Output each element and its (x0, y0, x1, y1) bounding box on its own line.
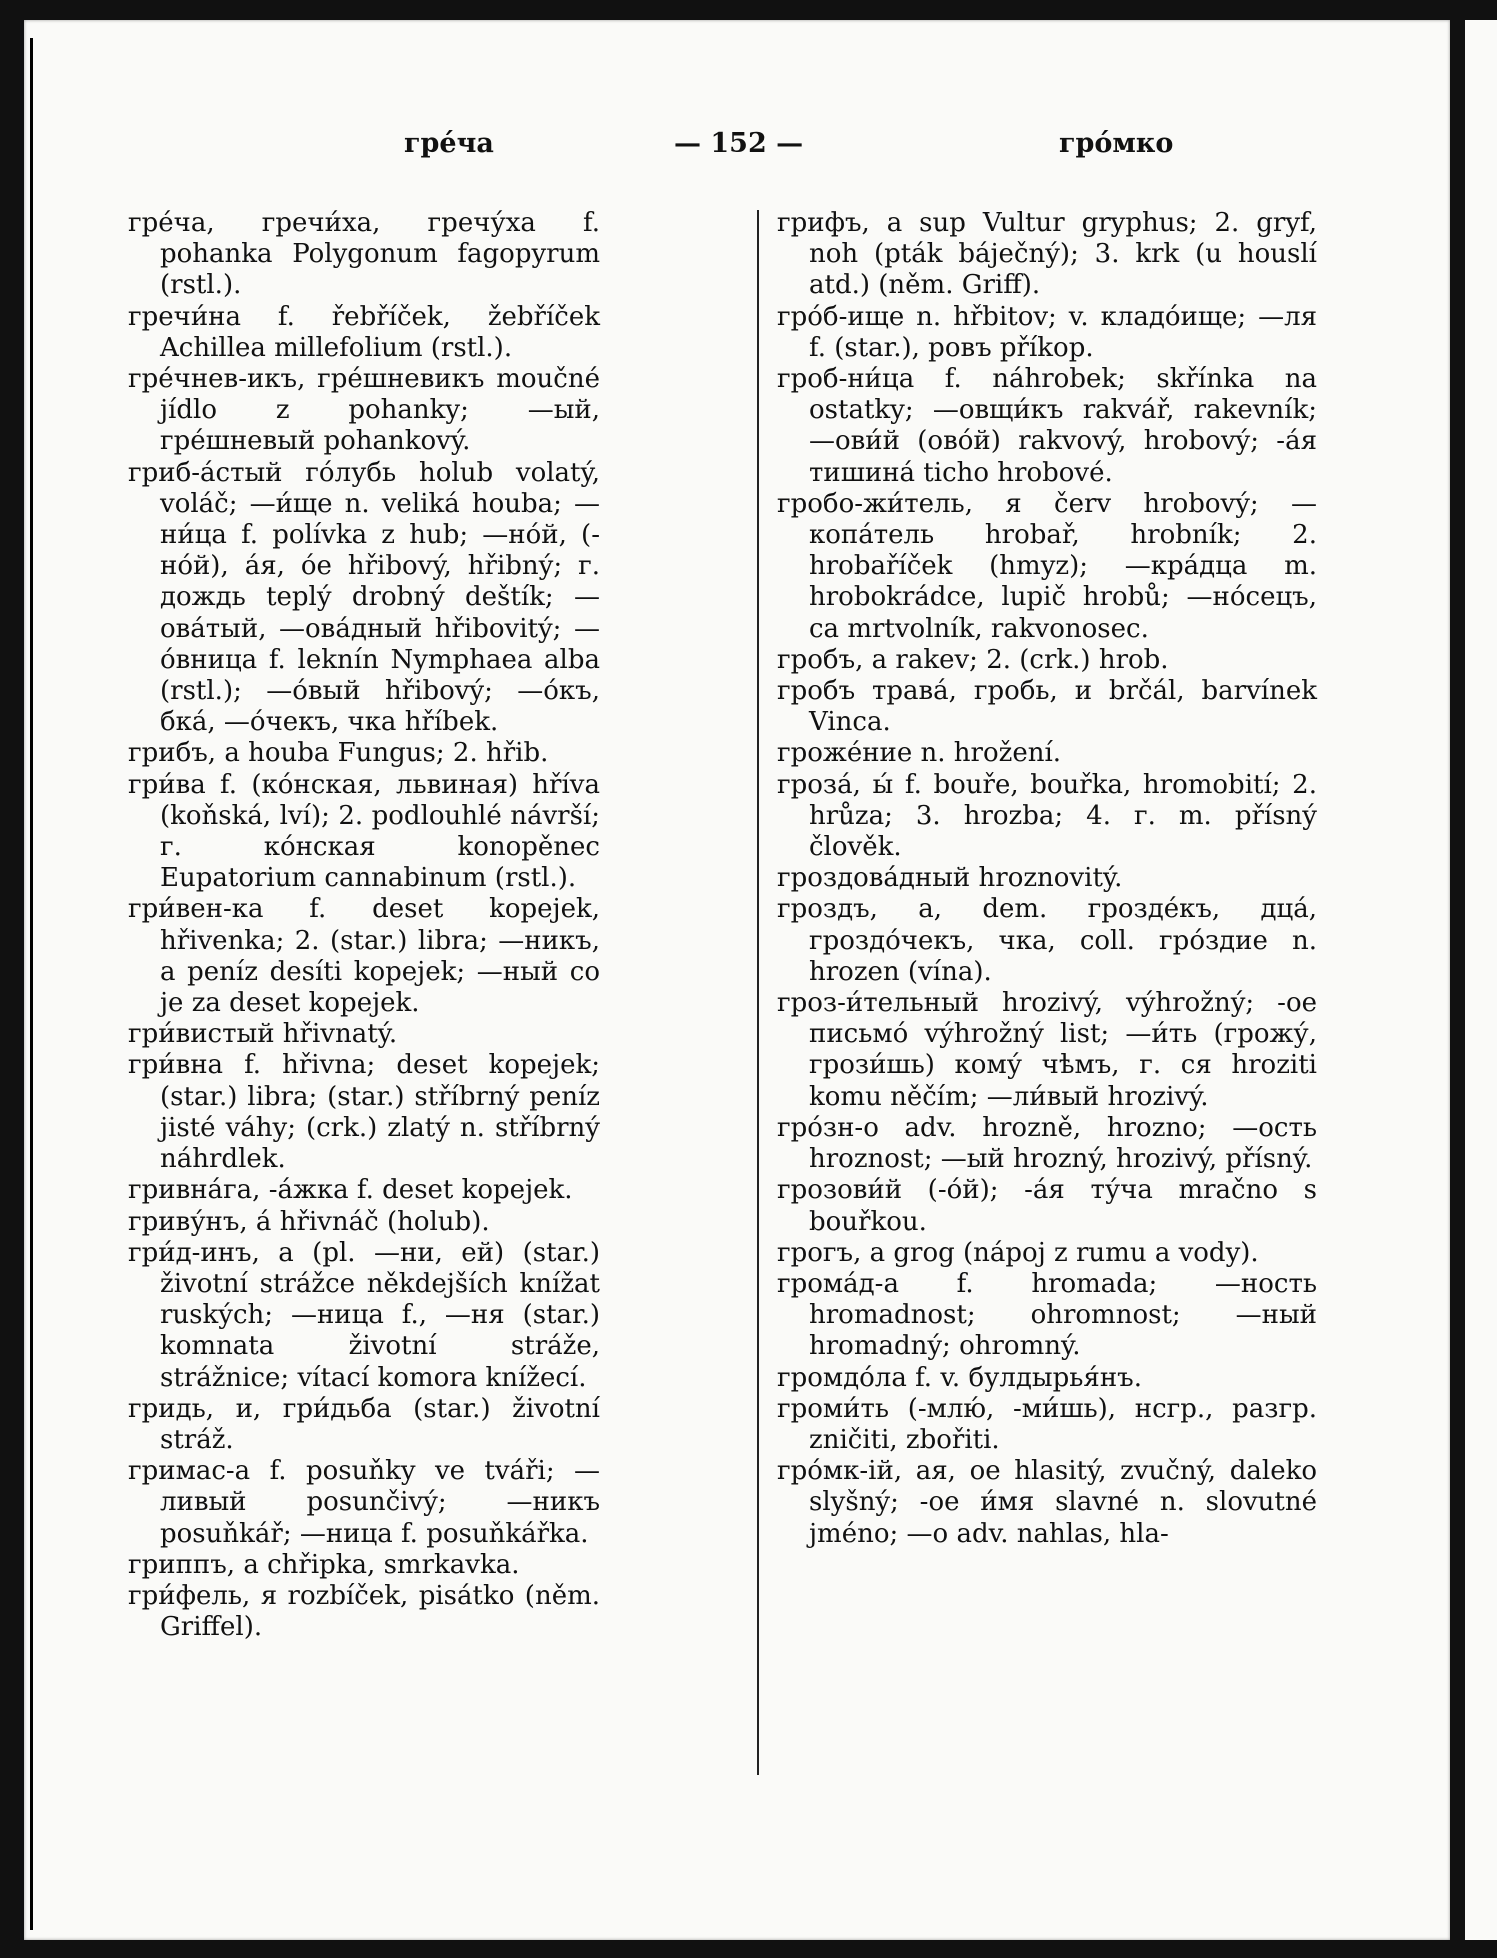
dictionary-entry: грифъ, а sup Vultur gryphus; 2. gryf, noh (pták báječný); 3. krk (u houslí atd.) (něm. Griff). (777, 208, 1317, 301)
dictionary-entry: гробъ, а rakev; 2. (crk.) hrob. (777, 644, 1169, 675)
dictionary-entry: гри́фель, я rozbíček, pisátko (něm. Griffel). (128, 1580, 600, 1643)
dictionary-entry: громдо́ла f. v. булдырья́нъ. (777, 1362, 1142, 1393)
dictionary-entry: гри́вен-ка f. deset kopejek, hřivenka; 2. (star.) libra; —никъ, a peníz desíti kopejek; —ный co je za deset kopejek. (128, 894, 600, 1019)
book-page (24, 20, 1450, 1940)
page-number: — 152 — (674, 128, 804, 159)
margin-rule (30, 38, 33, 1930)
dictionary-entry: гречи́на f. řebříček, žebříček Achillea millefolium (rstl.). (128, 301, 600, 363)
dictionary-entry: грибъ, а houba Fungus; 2. hřib. (128, 738, 549, 769)
dictionary-entry: гроб-ни́ца f. náhrobek; skřínka na ostatky; —овщи́къ rakvář, rakevník; —ови́й (ово́й) rakvový, hrobový; -а́я тишина́ ticho hrobové. (777, 364, 1317, 488)
dictionary-entry: гриву́нъ, á hřivnáč (holub). (128, 1206, 490, 1237)
dictionary-entry: гре́чнев-икъ, гре́шневикъ moučné jídlo z pohanky; —ый, гре́шневый pohankový. (128, 364, 600, 457)
dictionary-entry: гро́мк-ій, ая, ое hlasitý, zvučný, daleko slyšný; -ое и́мя slavné n. slovutné jméno; —о adv. nahlas, hla- (777, 1456, 1317, 1549)
dictionary-entry: гридь, и, гри́дьба (star.) životní stráž. (128, 1393, 600, 1455)
left-running-headword: гре́ча (404, 128, 494, 159)
dictionary-entry: гро́б-ище n. hřbitov; v. кладо́ище; —ля f. (star.), ровъ příkop. (777, 301, 1317, 363)
dictionary-entry: гри́вистый hřivnatý. (128, 1019, 398, 1050)
page-header (24, 128, 1450, 168)
dictionary-entry: грогъ, а grog (nápoj z rumu a vody). (777, 1237, 1259, 1268)
dictionary-entry: гробо-жи́тель, я červ hrobový; —копа́тель hrobař, hrobník; 2. hrobaříček (hmyz); —кра́дца m. hrobokrádce, lupič hrobů; —но́сецъ, са mrtvolník, rakvonosec. (777, 488, 1317, 644)
dictionary-entry: гроже́ние n. hrožení. (777, 738, 1062, 769)
dictionary-entry: гривна́га, -а́жка f. deset kopejek. (128, 1175, 573, 1206)
dictionary-entry: гриб-а́стый го́лубь holub volatý, voláč; —и́ще n. veliká houba; —ни́ца f. polívka z hub; —но́й, (-но́й), а́я, óe hřibový, hřibný; г. дождь teplý drobný deštík; —ова́тый, —ова́дный hřibovitý; —о́вница f. leknín Nymphaea alba (rstl.); —о́вый hřibový; —о́къ, бка́, —о́чекъ, чка hříbek. (128, 457, 600, 738)
dictionary-entry: грозови́й (-о́й); -а́я ту́ча mračno s bouřkou. (777, 1175, 1317, 1237)
dictionary-entry: гроздъ, а, dem. грозде́къ, дца́, гроздо́чекъ, чка, coll. гро́здие n. hrozen (vína). (777, 894, 1317, 987)
dictionary-entry: гриппъ, а chřipka, smrkavka. (128, 1549, 520, 1580)
dictionary-entry: гро́зн-о adv. hrozně, hrozno; —ость hroznost; —ый hrozný, hrozivý, přísný. (777, 1112, 1317, 1175)
dictionary-entry: гробъ трава́, гробь, и brčál, barvínek Vinca. (777, 676, 1317, 738)
right-running-headword: гро́мко (1059, 128, 1174, 159)
dictionary-entry: гри́ва f. (ко́нская, львиная) hříva (koňská, lví); 2. podlouhlé návrší; г. ко́нская konopěnec Eupatorium cannabinum (rstl.). (128, 769, 600, 894)
dictionary-entry: громи́ть (-млю́, -ми́шь), нсгр., разгр. zničiti, zbořiti. (777, 1393, 1317, 1455)
dictionary-entry: гри́вна f. hřivna; deset kopejek; (star.) libra; (star.) stříbrný peníz jisté váhy; (crk.) zlatý n. stříbrný náhrdlek. (128, 1050, 600, 1175)
next-page-edge (1465, 20, 1497, 1940)
column-divider (757, 210, 759, 1775)
dictionary-entry: гроза́, ы́ f. bouře, bouřka, hromobití; 2. hrůza; 3. hrozba; 4. г. m. přísný člověk. (777, 769, 1317, 863)
right-column (777, 208, 1317, 1550)
dictionary-entry: гре́ча, гречи́ха, гречу́ха f. pohanka Polygonum fagopyrum (rstl.). (128, 208, 600, 301)
dictionary-entry: гроз-и́тельный hrozivý, výhrožný; -ое письмо́ výhrožný list; —и́ть (грожу́, грози́шь) кому́ чѣмъ, г. ся hroziti komu něčím; —ли́вый hrozivý. (777, 988, 1317, 1112)
dictionary-entry: громáд-а f. hromada; —ность hromadnost; ohromnost; —ный hromadný; ohromný. (777, 1268, 1317, 1362)
left-column (128, 208, 600, 1643)
dictionary-entry: гримас-а f. posuňky ve tváři; —ливый posunčivý; —никъ posuňkář; —ница f. posuňkářka. (128, 1456, 600, 1549)
dictionary-entry: гроздова́дный hroznovitý. (777, 863, 1123, 894)
dictionary-entry: гри́д-инъ, а (pl. —ни, ей) (star.) životní strážce někdejších knížat ruských; —ница f., —ня (star.) komnata životní stráže, strážnice; vítací komora knížecí. (128, 1237, 600, 1393)
